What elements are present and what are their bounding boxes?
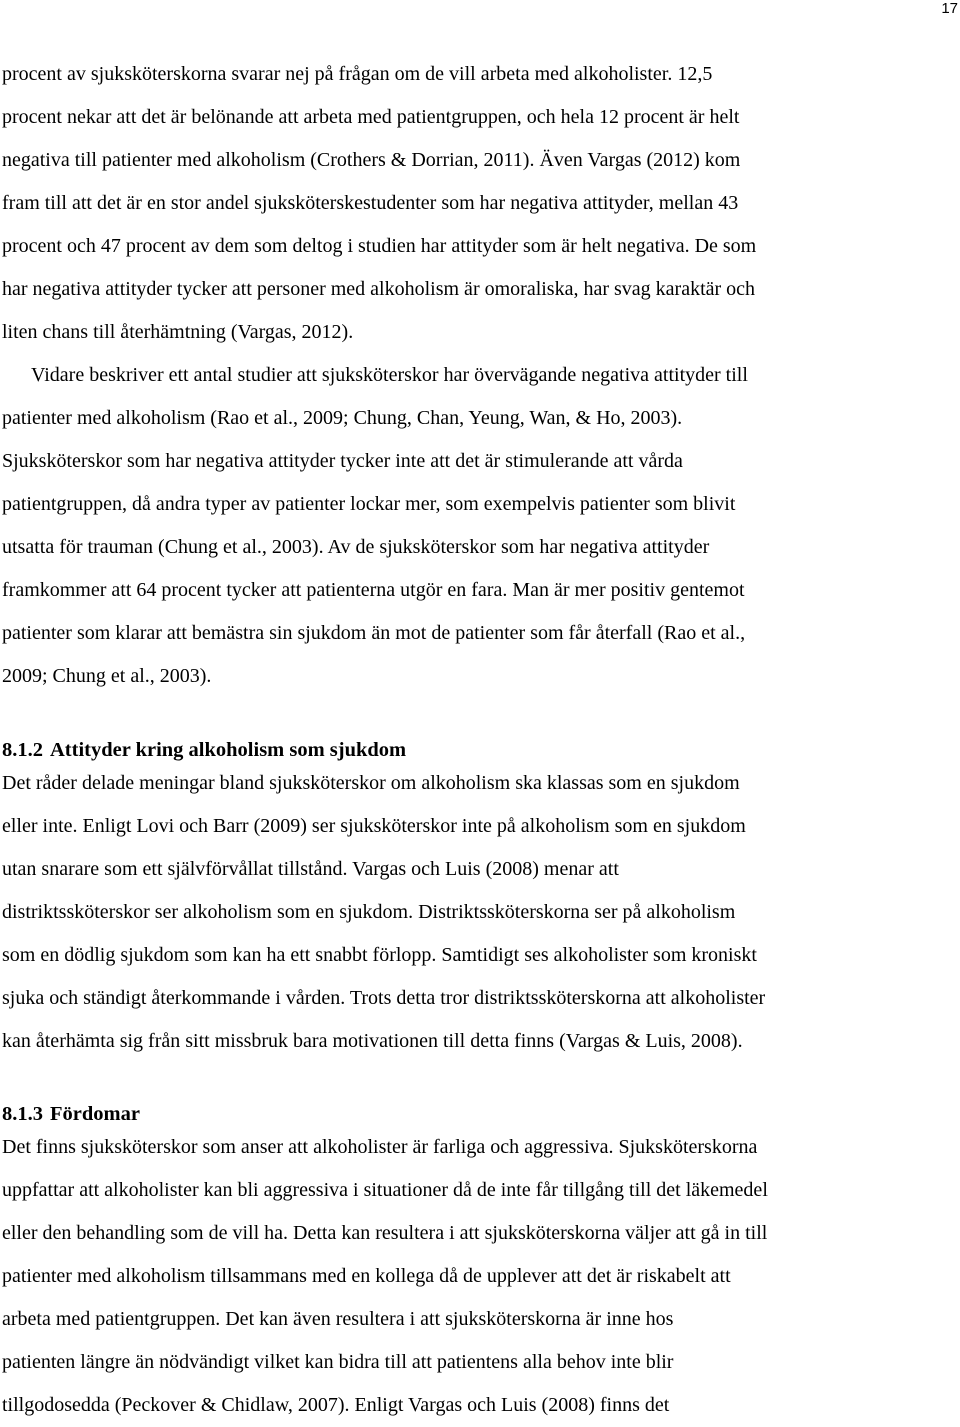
text-line: procent och 47 procent av dem som deltog i studien har attityder som är helt negativa. De som (2, 235, 757, 257)
text-line: Det finns sjuksköterskor som anser att alkoholister är farliga och aggressiva. Sjuksköterskorna (2, 1136, 758, 1158)
text-line: negativa till patienter med alkoholism (Crothers & Dorrian, 2011). Även Vargas (2012) kom (2, 149, 741, 171)
text-line: patienter som klarar att bemästra sin sjukdom än mot de patienter som får återfall (Rao et al., (2, 622, 746, 644)
section-number: 8.1.2 (2, 739, 43, 761)
text-line: arbeta med patientgruppen. Det kan även resultera i att sjuksköterskorna är inne hos (2, 1308, 674, 1330)
text-line: 2009; Chung et al., 2003). (2, 665, 212, 687)
text-line: Det råder delade meningar bland sjuksköterskor om alkoholism ska klassas som en sjukdom (2, 772, 740, 794)
text-line: kan återhämta sig från sitt missbruk bara motivationen till detta finns (Vargas & Luis, 2008). (2, 1030, 743, 1052)
section-number: 8.1.3 (2, 1103, 43, 1125)
paragraph-prejudices (2, 1126, 958, 1427)
text-line: utan snarare som ett självförvållat tillstånd. Vargas och Luis (2008) menar att (2, 858, 619, 880)
section-heading-8-1-2 (2, 738, 406, 762)
text-line: procent av sjuksköterskorna svarar nej på frågan om de vill arbeta med alkoholister. 12,5 (2, 63, 713, 85)
text-line: tillgodosedda (Peckover & Chidlaw, 2007). Enligt Vargas och Luis (2008) finns det (2, 1394, 670, 1416)
text-line: som en dödlig sjukdom som kan ha ett snabbt förlopp. Samtidigt ses alkoholister som kroniskt (2, 944, 757, 966)
page-number: 17 (941, 0, 958, 17)
text-line: patienter med alkoholism (Rao et al., 2009; Chung, Chan, Yeung, Wan, & Ho, 2003). (2, 407, 683, 429)
body-section-intro (2, 53, 958, 698)
text-line: framkommer att 64 procent tycker att patienterna utgör en fara. Man är mer positiv gentemot (2, 579, 745, 601)
body-section-disease-attitudes (2, 762, 958, 1063)
section-title: Fördomar (50, 1103, 140, 1125)
text-line: Vidare beskriver ett antal studier att sjuksköterskor har övervägande negativa attityder till (31, 364, 748, 386)
text-line: Sjuksköterskor som har negativa attityder tycker inte att det är stimulerande att vårda (2, 450, 683, 472)
text-line: eller den behandling som de vill ha. Detta kan resultera i att sjuksköterskorna väljer att gå in till (2, 1222, 768, 1244)
section-heading-8-1-3 (2, 1102, 140, 1126)
text-line: patienter med alkoholism tillsammans med en kollega då de upplever att det är riskabelt att (2, 1265, 731, 1287)
text-line: patientgruppen, då andra typer av patienter lockar mer, som exempelvis patienter som blivit (2, 493, 736, 515)
text-line: sjuka och ständigt återkommande i vården. Trots detta tror distriktssköterskorna att alkoholister (2, 987, 766, 1009)
text-line: distriktssköterskor ser alkoholism som en sjukdom. Distriktssköterskorna ser på alkoholism (2, 901, 736, 923)
text-line: procent nekar att det är belönande att arbeta med patientgruppen, och hela 12 procent är helt (2, 106, 740, 128)
section-title: Attityder kring alkoholism som sjukdom (50, 739, 407, 761)
text-line: uppfattar att alkoholister kan bli aggressiva i situationer då de inte får tillgång till det läkemedel (2, 1179, 768, 1201)
text-line: eller inte. Enligt Lovi och Barr (2009) ser sjuksköterskor inte på alkoholism som en sjukdom (2, 815, 746, 837)
text-line: liten chans till återhämtning (Vargas, 2012). (2, 321, 354, 343)
paragraph-negative-attitudes (2, 354, 958, 698)
text-line: fram till att det är en stor andel sjuksköterskestudenter som har negativa attityder, mellan 43 (2, 192, 739, 214)
text-line: utsatta för trauman (Chung et al., 2003). Av de sjuksköterskor som har negativa attityder (2, 536, 710, 558)
paragraph-disease-attitudes (2, 762, 958, 1063)
text-line: har negativa attityder tycker att personer med alkoholism är omoraliska, har svag karaktär och (2, 278, 756, 300)
paragraph-attitudes-statistics (2, 53, 958, 354)
body-section-prejudices (2, 1126, 958, 1427)
text-line: patienten längre än nödvändigt vilket kan bidra till att patientens alla behov inte blir (2, 1351, 674, 1373)
